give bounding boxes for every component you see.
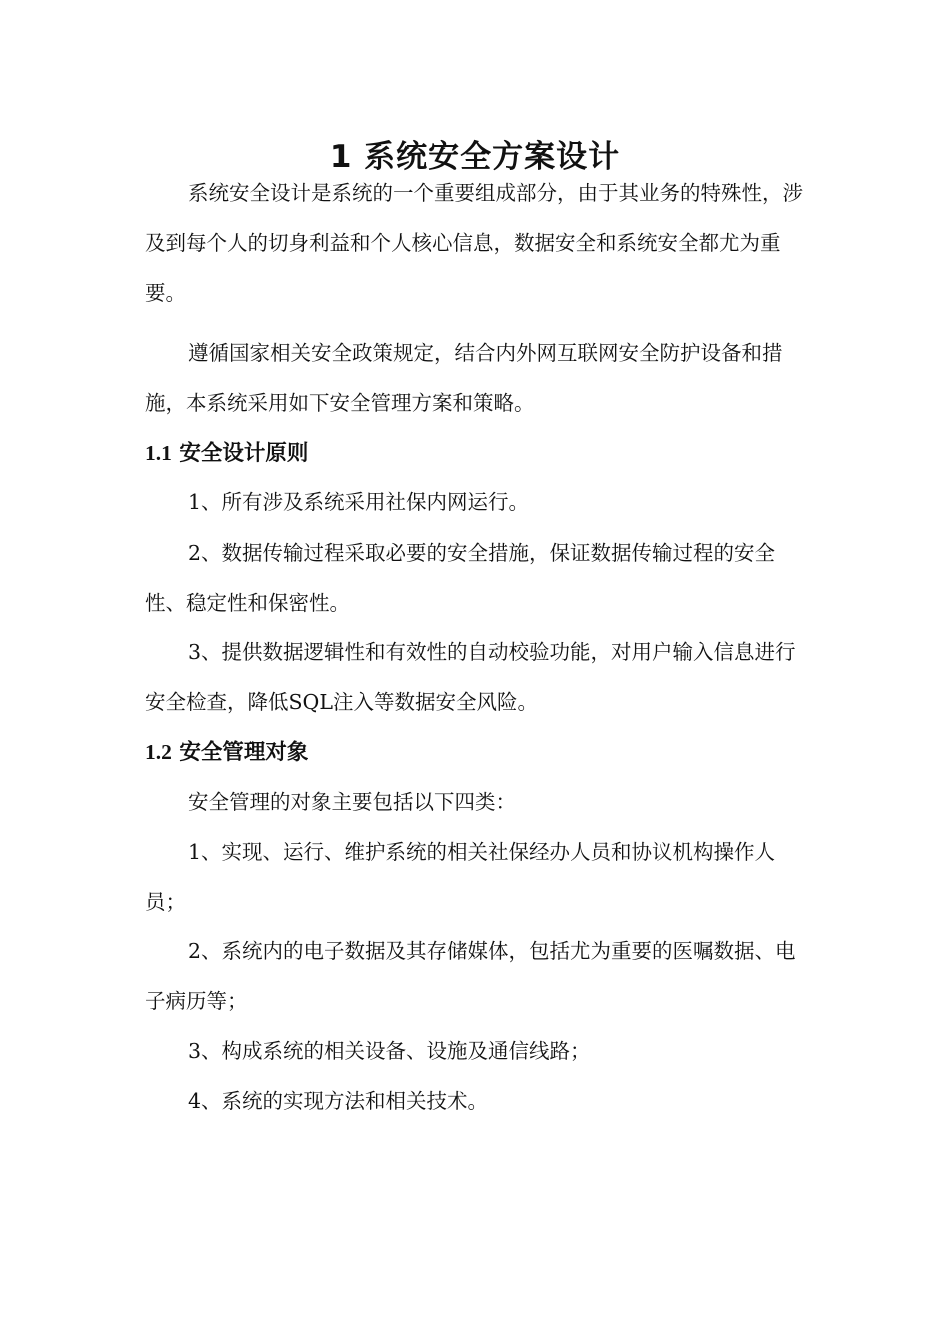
section-heading-1-2 bbox=[145, 732, 815, 773]
intro-paragraph-2: 遵循国家相关安全政策规定，结合内外网互联网安全防护设备和措施，本系统采用如下安全管理方案和策略。 bbox=[145, 341, 783, 415]
management-item-4: 4、系统的实现方法和相关技术。 bbox=[188, 1089, 489, 1113]
management-item-1: 1、实现、运行、维护系统的相关社保经办人员和协议机构操作人员； bbox=[145, 840, 776, 914]
section-number: 1.1 bbox=[145, 441, 172, 465]
management-item-2: 2、系统内的电子数据及其存储媒体，包括尤为重要的医嘱数据、电子病历等； bbox=[145, 939, 796, 1013]
intro-paragraph-1: 系统安全设计是系统的一个重要组成部分，由于其业务的特殊性，涉及到每个人的切身利益和个人核心信息，数据安全和系统安全都尤为重要。 bbox=[145, 181, 803, 305]
management-intro: 安全管理的对象主要包括以下四类： bbox=[188, 790, 516, 814]
section-title: 安全设计原则 bbox=[179, 441, 309, 466]
page-title: 1 系统安全方案设计 bbox=[329, 138, 621, 175]
principle-item-2: 2、数据传输过程采取必要的安全措施，保证数据传输过程的安全性、稳定性和保密性。 bbox=[145, 541, 776, 615]
section-number: 1.2 bbox=[145, 740, 172, 764]
principle-item-1: 1、所有涉及系统采用社保内网运行。 bbox=[188, 490, 530, 514]
section-heading-1-1 bbox=[145, 433, 815, 474]
section-title: 安全管理对象 bbox=[179, 740, 309, 765]
principle-item-3: 3、提供数据逻辑性和有效性的自动校验功能，对用户输入信息进行安全检查，降低SQL注入等数据安全风险。 bbox=[145, 640, 796, 714]
management-item-3: 3、构成系统的相关设备、设施及通信线路； bbox=[188, 1039, 591, 1063]
